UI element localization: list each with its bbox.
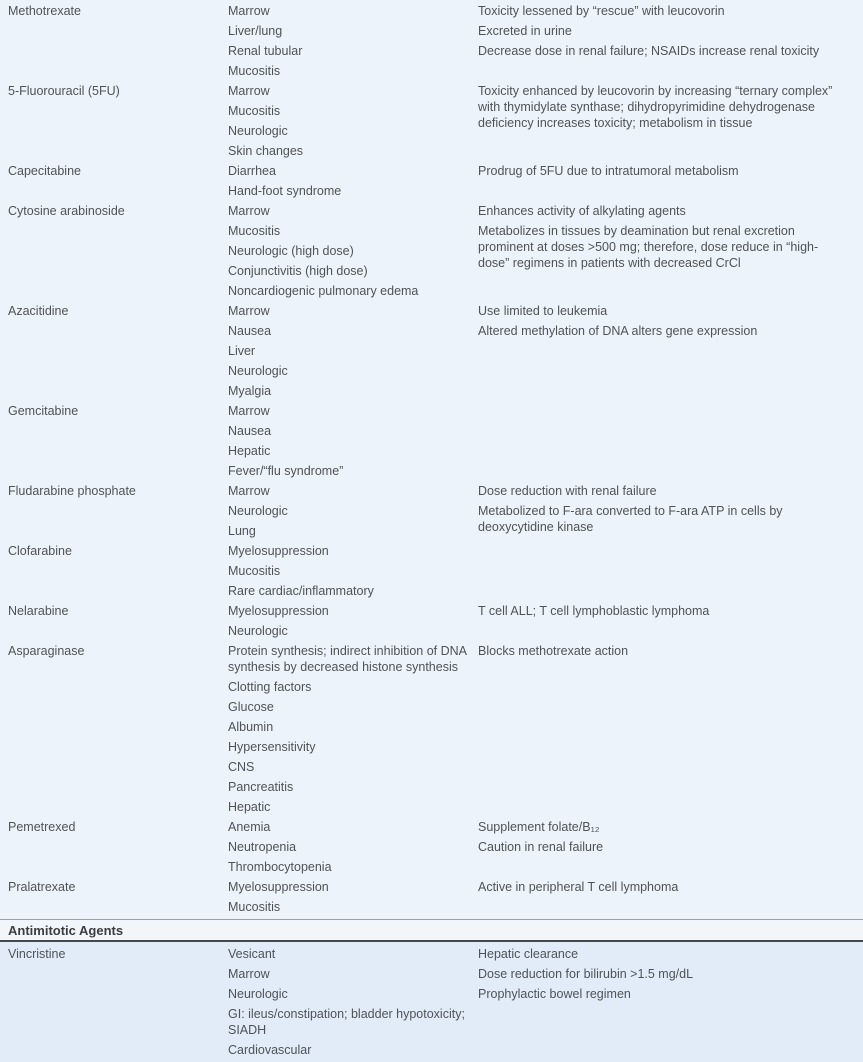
toxicity-item: Marrow bbox=[228, 304, 270, 318]
drug-name: Nelarabine bbox=[8, 604, 69, 618]
toxicity-item: Myelosuppression bbox=[228, 544, 329, 558]
table-row bbox=[0, 819, 863, 879]
toxicity-item: Neutropenia bbox=[228, 840, 297, 854]
comment-item: Hepatic clearance bbox=[478, 947, 579, 961]
toxicity-item: Mucositis bbox=[228, 104, 281, 118]
toxicity-item: Hand-foot syndrome bbox=[228, 184, 342, 198]
toxicity-list bbox=[228, 819, 478, 879]
drug-name: Clofarabine bbox=[8, 544, 72, 558]
toxicity-item: Marrow bbox=[228, 484, 270, 498]
toxicity-item: Noncardiogenic pulmonary edema bbox=[228, 284, 419, 298]
antimitotic-section bbox=[0, 942, 863, 1062]
toxicity-item: Fever/“flu syndrome” bbox=[228, 464, 344, 478]
drug-name: Methotrexate bbox=[8, 4, 81, 18]
comment-item: Active in peripheral T cell lymphoma bbox=[478, 880, 679, 894]
comment-list bbox=[478, 303, 863, 343]
toxicity-list bbox=[228, 3, 478, 83]
toxicity-list bbox=[228, 643, 478, 819]
table-row bbox=[0, 543, 863, 603]
toxicity-item: Mucositis bbox=[228, 224, 281, 238]
comment-list bbox=[478, 603, 863, 623]
comment-item: Excreted in urine bbox=[478, 24, 572, 38]
comment-item: Altered methylation of DNA alters gene expression bbox=[478, 324, 758, 338]
toxicity-item: Nausea bbox=[228, 324, 272, 338]
toxicity-item: Pancreatitis bbox=[228, 780, 294, 794]
toxicity-list bbox=[228, 403, 478, 483]
toxicity-list bbox=[228, 303, 478, 403]
table-row bbox=[0, 603, 863, 643]
toxicity-item: Mucositis bbox=[228, 64, 281, 78]
toxicity-item: Renal tubular bbox=[228, 44, 303, 58]
drug-name: 5-Fluorouracil (5FU) bbox=[8, 84, 120, 98]
toxicity-item: Hepatic bbox=[228, 800, 271, 814]
table-row bbox=[0, 483, 863, 543]
toxicity-item: Mucositis bbox=[228, 900, 281, 914]
toxicity-item: Rare cardiac/inflammatory bbox=[228, 584, 374, 598]
comment-item: Dose reduction for bilirubin >1.5 mg/dL bbox=[478, 967, 694, 981]
comment-item: Prodrug of 5FU due to intratumoral metabolism bbox=[478, 164, 739, 178]
toxicity-list bbox=[228, 163, 478, 203]
toxicity-item: Cardiovascular bbox=[228, 1043, 312, 1057]
toxicity-item: Conjunctivitis (high dose) bbox=[228, 264, 368, 278]
toxicity-item: Lung bbox=[228, 524, 256, 538]
comment-item: Toxicity lessened by “rescue” with leucovorin bbox=[478, 4, 725, 18]
toxicity-item: Nausea bbox=[228, 424, 272, 438]
toxicity-item: Liver/lung bbox=[228, 24, 283, 38]
table-row bbox=[0, 163, 863, 203]
drug-name: Pralatrexate bbox=[8, 880, 76, 894]
toxicity-item: Mucositis bbox=[228, 564, 281, 578]
toxicity-item: Albumin bbox=[228, 720, 274, 734]
section-header-label: Antimitotic Agents bbox=[8, 923, 124, 938]
comment-item: Supplement folate/B₁₂ bbox=[478, 820, 600, 834]
comment-item: Dose reduction with renal failure bbox=[478, 484, 657, 498]
comment-list bbox=[478, 3, 863, 63]
drug-name: Asparaginase bbox=[8, 644, 85, 658]
toxicity-item: Glucose bbox=[228, 700, 274, 714]
toxicity-item: Neurologic (high dose) bbox=[228, 244, 354, 258]
comment-list bbox=[478, 163, 863, 183]
toxicity-item: Marrow bbox=[228, 967, 270, 981]
toxicity-item: Marrow bbox=[228, 404, 270, 418]
comment-item: Blocks methotrexate action bbox=[478, 644, 629, 658]
comment-item: Metabolizes in tissues by deamination but renal excretion prominent at doses >500 mg; therefore, dose reduce in “high-dose” regimens in patients with decreased CrCl bbox=[478, 224, 819, 270]
comment-item: Enhances activity of alkylating agents bbox=[478, 204, 686, 218]
drug-name: Capecitabine bbox=[8, 164, 81, 178]
toxicity-item: Neurologic bbox=[228, 504, 288, 518]
toxicity-item: Hepatic bbox=[228, 444, 271, 458]
toxicity-list bbox=[228, 603, 478, 643]
comment-item: Use limited to leukemia bbox=[478, 304, 608, 318]
drug-name: Azacitidine bbox=[8, 304, 69, 318]
table-row bbox=[0, 879, 863, 919]
toxicity-item: Neurologic bbox=[228, 364, 288, 378]
toxicity-item: Myelosuppression bbox=[228, 604, 329, 618]
toxicity-list bbox=[228, 203, 478, 303]
comment-item: Decrease dose in renal failure; NSAIDs increase renal toxicity bbox=[478, 44, 820, 58]
toxicity-item: Diarrhea bbox=[228, 164, 276, 178]
comment-list bbox=[478, 879, 863, 899]
comment-item: Metabolized to F-ara converted to F-ara ATP in cells by deoxycytidine kinase bbox=[478, 504, 783, 534]
comment-item: Toxicity enhanced by leucovorin by increasing “ternary complex” with thymidylate synthase; dihydropyrimidine dehydrogenase deficiency increases toxicity; metabolism in tissue bbox=[478, 84, 833, 130]
table-row bbox=[0, 3, 863, 83]
toxicity-item: Vesicant bbox=[228, 947, 276, 961]
comment-list bbox=[478, 819, 863, 859]
toxicity-item: Marrow bbox=[228, 204, 270, 218]
table-row bbox=[0, 203, 863, 303]
comment-list bbox=[478, 946, 863, 1006]
toxicity-item: Myalgia bbox=[228, 384, 272, 398]
toxicity-item: Neurologic bbox=[228, 124, 288, 138]
drug-name: Vincristine bbox=[8, 947, 66, 961]
comment-item: Caution in renal failure bbox=[478, 840, 604, 854]
toxicity-item: Neurologic bbox=[228, 624, 288, 638]
toxicity-item: Hypersensitivity bbox=[228, 740, 316, 754]
toxicity-item: Anemia bbox=[228, 820, 271, 834]
table-row bbox=[0, 643, 863, 819]
comment-list bbox=[478, 643, 863, 663]
comment-list bbox=[478, 83, 863, 135]
toxicity-list bbox=[228, 946, 478, 1062]
drug-name: Fludarabine phosphate bbox=[8, 484, 136, 498]
toxicity-item: Neurologic bbox=[228, 987, 288, 1001]
toxicity-item: GI: ileus/constipation; bladder hypotoxicity; SIADH bbox=[228, 1007, 465, 1037]
toxicity-list bbox=[228, 83, 478, 163]
toxicity-item: Marrow bbox=[228, 84, 270, 98]
toxicity-item: Thrombocytopenia bbox=[228, 860, 332, 874]
comment-item: Prophylactic bowel regimen bbox=[478, 987, 631, 1001]
toxicity-list bbox=[228, 543, 478, 603]
table-row bbox=[0, 303, 863, 403]
toxicity-item: Liver bbox=[228, 344, 256, 358]
toxicity-item: Skin changes bbox=[228, 144, 304, 158]
table-row bbox=[0, 83, 863, 163]
table-row bbox=[0, 403, 863, 483]
drug-name: Gemcitabine bbox=[8, 404, 79, 418]
drug-name: Pemetrexed bbox=[8, 820, 76, 834]
comment-list bbox=[478, 483, 863, 539]
comment-item: T cell ALL; T cell lymphoblastic lymphoma bbox=[478, 604, 710, 618]
comment-list bbox=[478, 203, 863, 275]
toxicity-list bbox=[228, 483, 478, 543]
toxicity-item: Myelosuppression bbox=[228, 880, 329, 894]
toxicity-item: Protein synthesis; indirect inhibition of DNA synthesis by decreased histone synthesis bbox=[228, 644, 467, 674]
toxicity-item: Clotting factors bbox=[228, 680, 312, 694]
drug-name: Cytosine arabinoside bbox=[8, 204, 125, 218]
section-header-antimitotic-agents bbox=[0, 919, 863, 942]
table-row bbox=[0, 946, 863, 1062]
toxicity-item: CNS bbox=[228, 760, 255, 774]
toxicity-list bbox=[228, 879, 478, 919]
toxicity-item: Marrow bbox=[228, 4, 270, 18]
